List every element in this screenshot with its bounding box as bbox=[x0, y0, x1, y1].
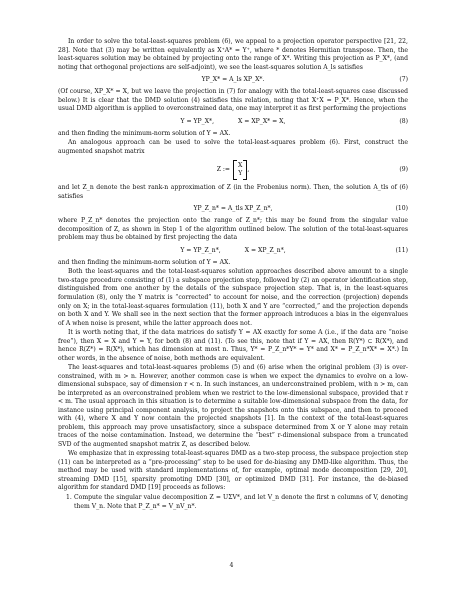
paragraph: and then finding the minimum-norm solution of Y = AX. bbox=[58, 129, 231, 137]
list-item bbox=[66, 494, 408, 511]
equation-left: Y = YP_Z_n*, bbox=[180, 246, 221, 254]
paragraph: (Of course, XP_X* = X, but we leave the projection in (7) for analogy with the total-least-squares case discussed below.) It is clear that the DMD solution (4) satisfies this relation, noting that X⁺X = P_X*. Hence, when the usual DMD algorithm is applied to overconstrained data, one may interpret it as first performing the projections bbox=[58, 88, 408, 113]
page-body bbox=[58, 38, 408, 511]
equation-body: YP_Z_n* = A_tls XP_Z_n*, bbox=[193, 205, 273, 213]
augmented-matrix bbox=[233, 160, 250, 180]
paragraph: and then finding the minimum-norm solution of Y = AX. bbox=[58, 259, 231, 266]
paragraph: and let Z_n denote the best rank-n approximation of Z (in the Frobenius norm). Then, the solution A_tls of (6) satisfies bbox=[58, 184, 408, 200]
equation-lhs: Z := bbox=[216, 165, 231, 173]
equation-end: , bbox=[247, 165, 250, 173]
equation-number: (7) bbox=[399, 75, 408, 83]
paragraph: where P_Z_n* denotes the projection onto the range of Z_n*; this may be found from the singular value decomposition of Z, as shown in Step 1 of the algorithm outlined below. The solution of the total-least-squares problem may thus be obtained by first projecting the data bbox=[58, 217, 408, 242]
equation-left: Y = YP_X*, bbox=[180, 117, 215, 125]
list-item-text: Compute the singular value decomposition Z = UΣV*, and let V_n denote the first n columns of V, denoting them V_n. Note that P_Z_n* = V_nV_n*. bbox=[74, 493, 408, 510]
matrix-bottom: Y bbox=[238, 170, 243, 178]
algorithm-steps bbox=[58, 494, 408, 511]
equation-right: X = XP_Z_n*, bbox=[244, 246, 286, 254]
equation-7 bbox=[58, 75, 408, 85]
equation-number: (10) bbox=[395, 205, 408, 213]
equation-right: X = XP_X* = X, bbox=[238, 117, 286, 125]
matrix-top: X bbox=[238, 162, 243, 170]
page-number: 4 bbox=[229, 562, 234, 569]
list-marker: 1. bbox=[66, 493, 72, 501]
equation-11 bbox=[58, 246, 408, 256]
paragraph: In order to solve the total-least-squares problem (6), we appeal to a projection operator perspective [21, 22, 28]. Note that (3) may be written equivalently as X⁺A* = Y⁺, where * denotes Hermitian transpose. Then, the least-squares solution may be obtained by projecting onto the range of X*. Writing this projection as P_X*, (and noting that orthogonal projections are self-adjoint), we see the least-squares solution A_ls satisfies bbox=[58, 38, 408, 71]
equation-9 bbox=[58, 159, 408, 181]
equation-10 bbox=[58, 204, 408, 214]
equation-number: (9) bbox=[399, 165, 408, 173]
equation-body: YP_X* = A_ls XP_X*. bbox=[201, 75, 265, 83]
paragraph: It is worth noting that, if the data matrices do satisfy Y = AX exactly for some A (i.e., if the data are “noise free”), then X = X and Y = Y, for both (8) and (11). (To see this, note that if Y = AX, then R(Y*) ⊂ R(X*), and hence R(Z*) = R(X*), which has dimension at most n. Thus, Y* = P_Z_n*Y* = Y* and X* = P_Z_n*X* = X*.) In other words, in the absence of noise, both methods are equivalent. bbox=[58, 328, 408, 362]
paragraph: We emphasize that in expressing total-least-squares DMD as a two-step process, the subspace projection step (11) can be interpreted as a “pre-processing” step to be used for de-biasing any DMD-like algorithm. Thus, the method may be used with standard implementations of, for example, optimal mode decomposition [29, 20], streaming DMD [15], sparsity promoting DMD [30], or optimized DMD [31]. For instance, the de-biased algorithm for standard DMD [19] proceeds as follows: bbox=[58, 450, 408, 492]
equation-8 bbox=[58, 117, 408, 127]
paragraph: Both the least-squares and the total-least-squares solution approaches described above amount to a single two-stage procedure consisting of (1) a subspace projection step, followed by (2) an operator identification step, distinguished from one another by the details of the subspace projection step. That is, in the least-squares formulation (8), only the Y matrix is “corrected” to account for noise, and the correction (projection) depends only on X; in the total-least-squares formulation (11), both X and Y are “corrected,” and the projection depends on both X and Y. We shall see in the next section that the former approach introduces a bias in the eigenvalues of A when noise is present, while the latter approach does not. bbox=[58, 268, 408, 327]
paragraph: The least-squares and total-least-squares problems (5) and (6) arise when the original problem (3) is over-constrained, with m > n. However, another common case is when we expect the dynamics to evolve on a low-dimensional subspace, say of dimension r < n. In such instances, an underconstrained problem, with n > m, can be interpreted as an overconstrained problem when we restrict to the low-dimensional subspace, provided that r < m. The usual approach in this situation is to determine a suitable low-dimensional subspace from the data, for instance using principal component analysis, to project the snapshots onto this subspace, and then to proceed with (4), where X and Y now contain the projected snapshots [1]. In the context of the total-least-squares problem, this approach may prove unsatisfactory, since a subspace determined from X or Y alone may retain traces of the noise contamination. Instead, we determine the “best” r-dimensional subspace from a truncated SVD of the augmented snapshot matrix Z, as described below. bbox=[58, 363, 408, 448]
paragraph: An analogous approach can be used to solve the total-least-squares problem (6). First, construct the augmented snapshot matrix bbox=[58, 139, 408, 155]
equation-number: (11) bbox=[395, 246, 408, 254]
equation-number: (8) bbox=[399, 117, 408, 125]
